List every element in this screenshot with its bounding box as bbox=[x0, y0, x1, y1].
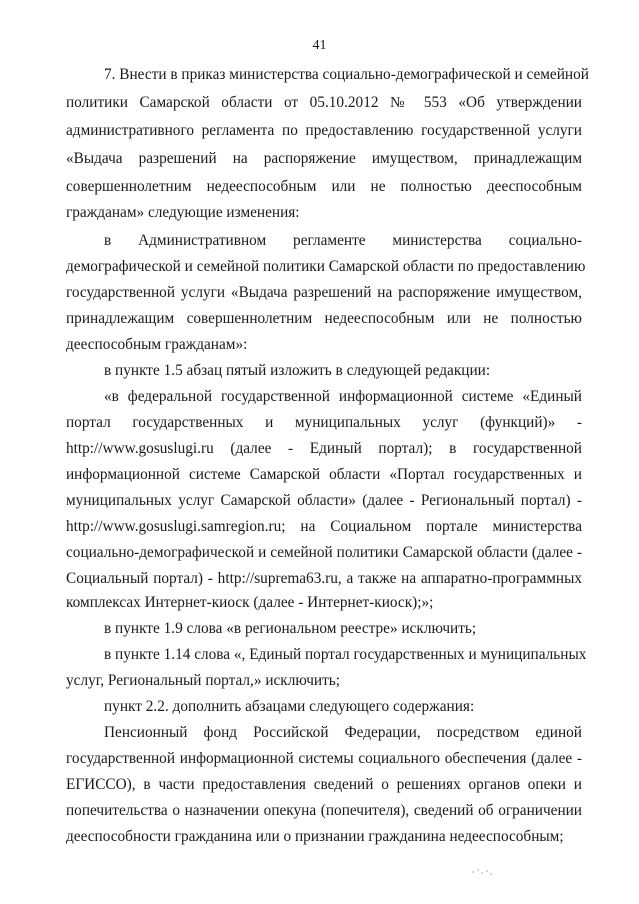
text-line: в Административном регламенте министерства социально- bbox=[104, 232, 582, 249]
text-line: http://www.gosuslugi.samregion.ru; на Социальном портале министерства bbox=[66, 518, 582, 535]
text-line: административного регламента по предоставлению государственной услуги bbox=[66, 122, 582, 139]
text-line: демографической и семейной политики Самарской области по предоставлению bbox=[66, 258, 586, 275]
text-line: в пункте 1.5 абзац пятый изложить в следующей редакции: bbox=[104, 362, 491, 379]
text-line: http://www.gosuslugi.ru (далее - Единый портал); в государственной bbox=[66, 440, 582, 457]
text-line: в пункте 1.14 слова «, Единый портал государственных и муниципальных bbox=[104, 646, 587, 663]
text-line: гражданам» следующие изменения: bbox=[66, 204, 300, 221]
text-line: принадлежащим совершеннолетним недееспособным или не полностью bbox=[66, 310, 582, 327]
text-line: 7. Внести в приказ министерства социально-демографической и семейной bbox=[104, 66, 589, 83]
text-line: ЕГИССО), в части предоставления сведений о решениях органов опеки и bbox=[66, 776, 582, 793]
text-line: государственной информационной системы социального обеспечения (далее - bbox=[66, 750, 582, 767]
text-line: «Выдача разрешений на распоряжение имуществом, принадлежащим bbox=[66, 150, 582, 167]
text-line: дееспособным гражданам»: bbox=[66, 336, 248, 353]
text-line: Пенсионный фонд Российской Федерации, посредством единой bbox=[104, 724, 582, 741]
scan-artifact bbox=[470, 868, 496, 876]
text-line: в пункте 1.9 слова «в региональном реестре» исключить; bbox=[104, 620, 477, 637]
text-line: портал государственных и муниципальных услуг (функций)» - bbox=[66, 414, 582, 431]
text-line: социально-демографической и семейной политики Самарской области (далее - bbox=[66, 544, 582, 561]
text-line: попечительства о назначении опекуна (попечителя), сведений об ограничении bbox=[66, 802, 582, 819]
text-line: дееспособности гражданина или о признании гражданина недееспособным; bbox=[66, 828, 564, 845]
text-line: «в федеральной государственной информационной системе «Единый bbox=[104, 388, 582, 405]
text-line: Социальный портал) - http://suprema63.ru, а также на аппаратно-программных bbox=[66, 570, 582, 587]
text-line: пункт 2.2. дополнить абзацами следующего содержания: bbox=[104, 698, 475, 715]
page-number: 41 bbox=[312, 38, 327, 53]
text-line: политики Самарской области от 05.10.2012 № 553 «Об утверждении bbox=[66, 94, 582, 111]
text-line: комплексах Интернет-киоск (далее - Интернет-киоск);»; bbox=[66, 594, 434, 611]
text-line: муниципальных услуг Самарской области» (далее - Региональный портал) - bbox=[66, 492, 582, 509]
text-line: государственной услуги «Выдача разрешений на распоряжение имуществом, bbox=[66, 284, 582, 301]
text-line: совершеннолетним недееспособным или не полностью дееспособным bbox=[66, 178, 582, 195]
text-line: услуг, Региональный портал,» исключить; bbox=[66, 672, 340, 689]
text-line: информационной системе Самарской области «Портал государственных и bbox=[66, 466, 582, 483]
